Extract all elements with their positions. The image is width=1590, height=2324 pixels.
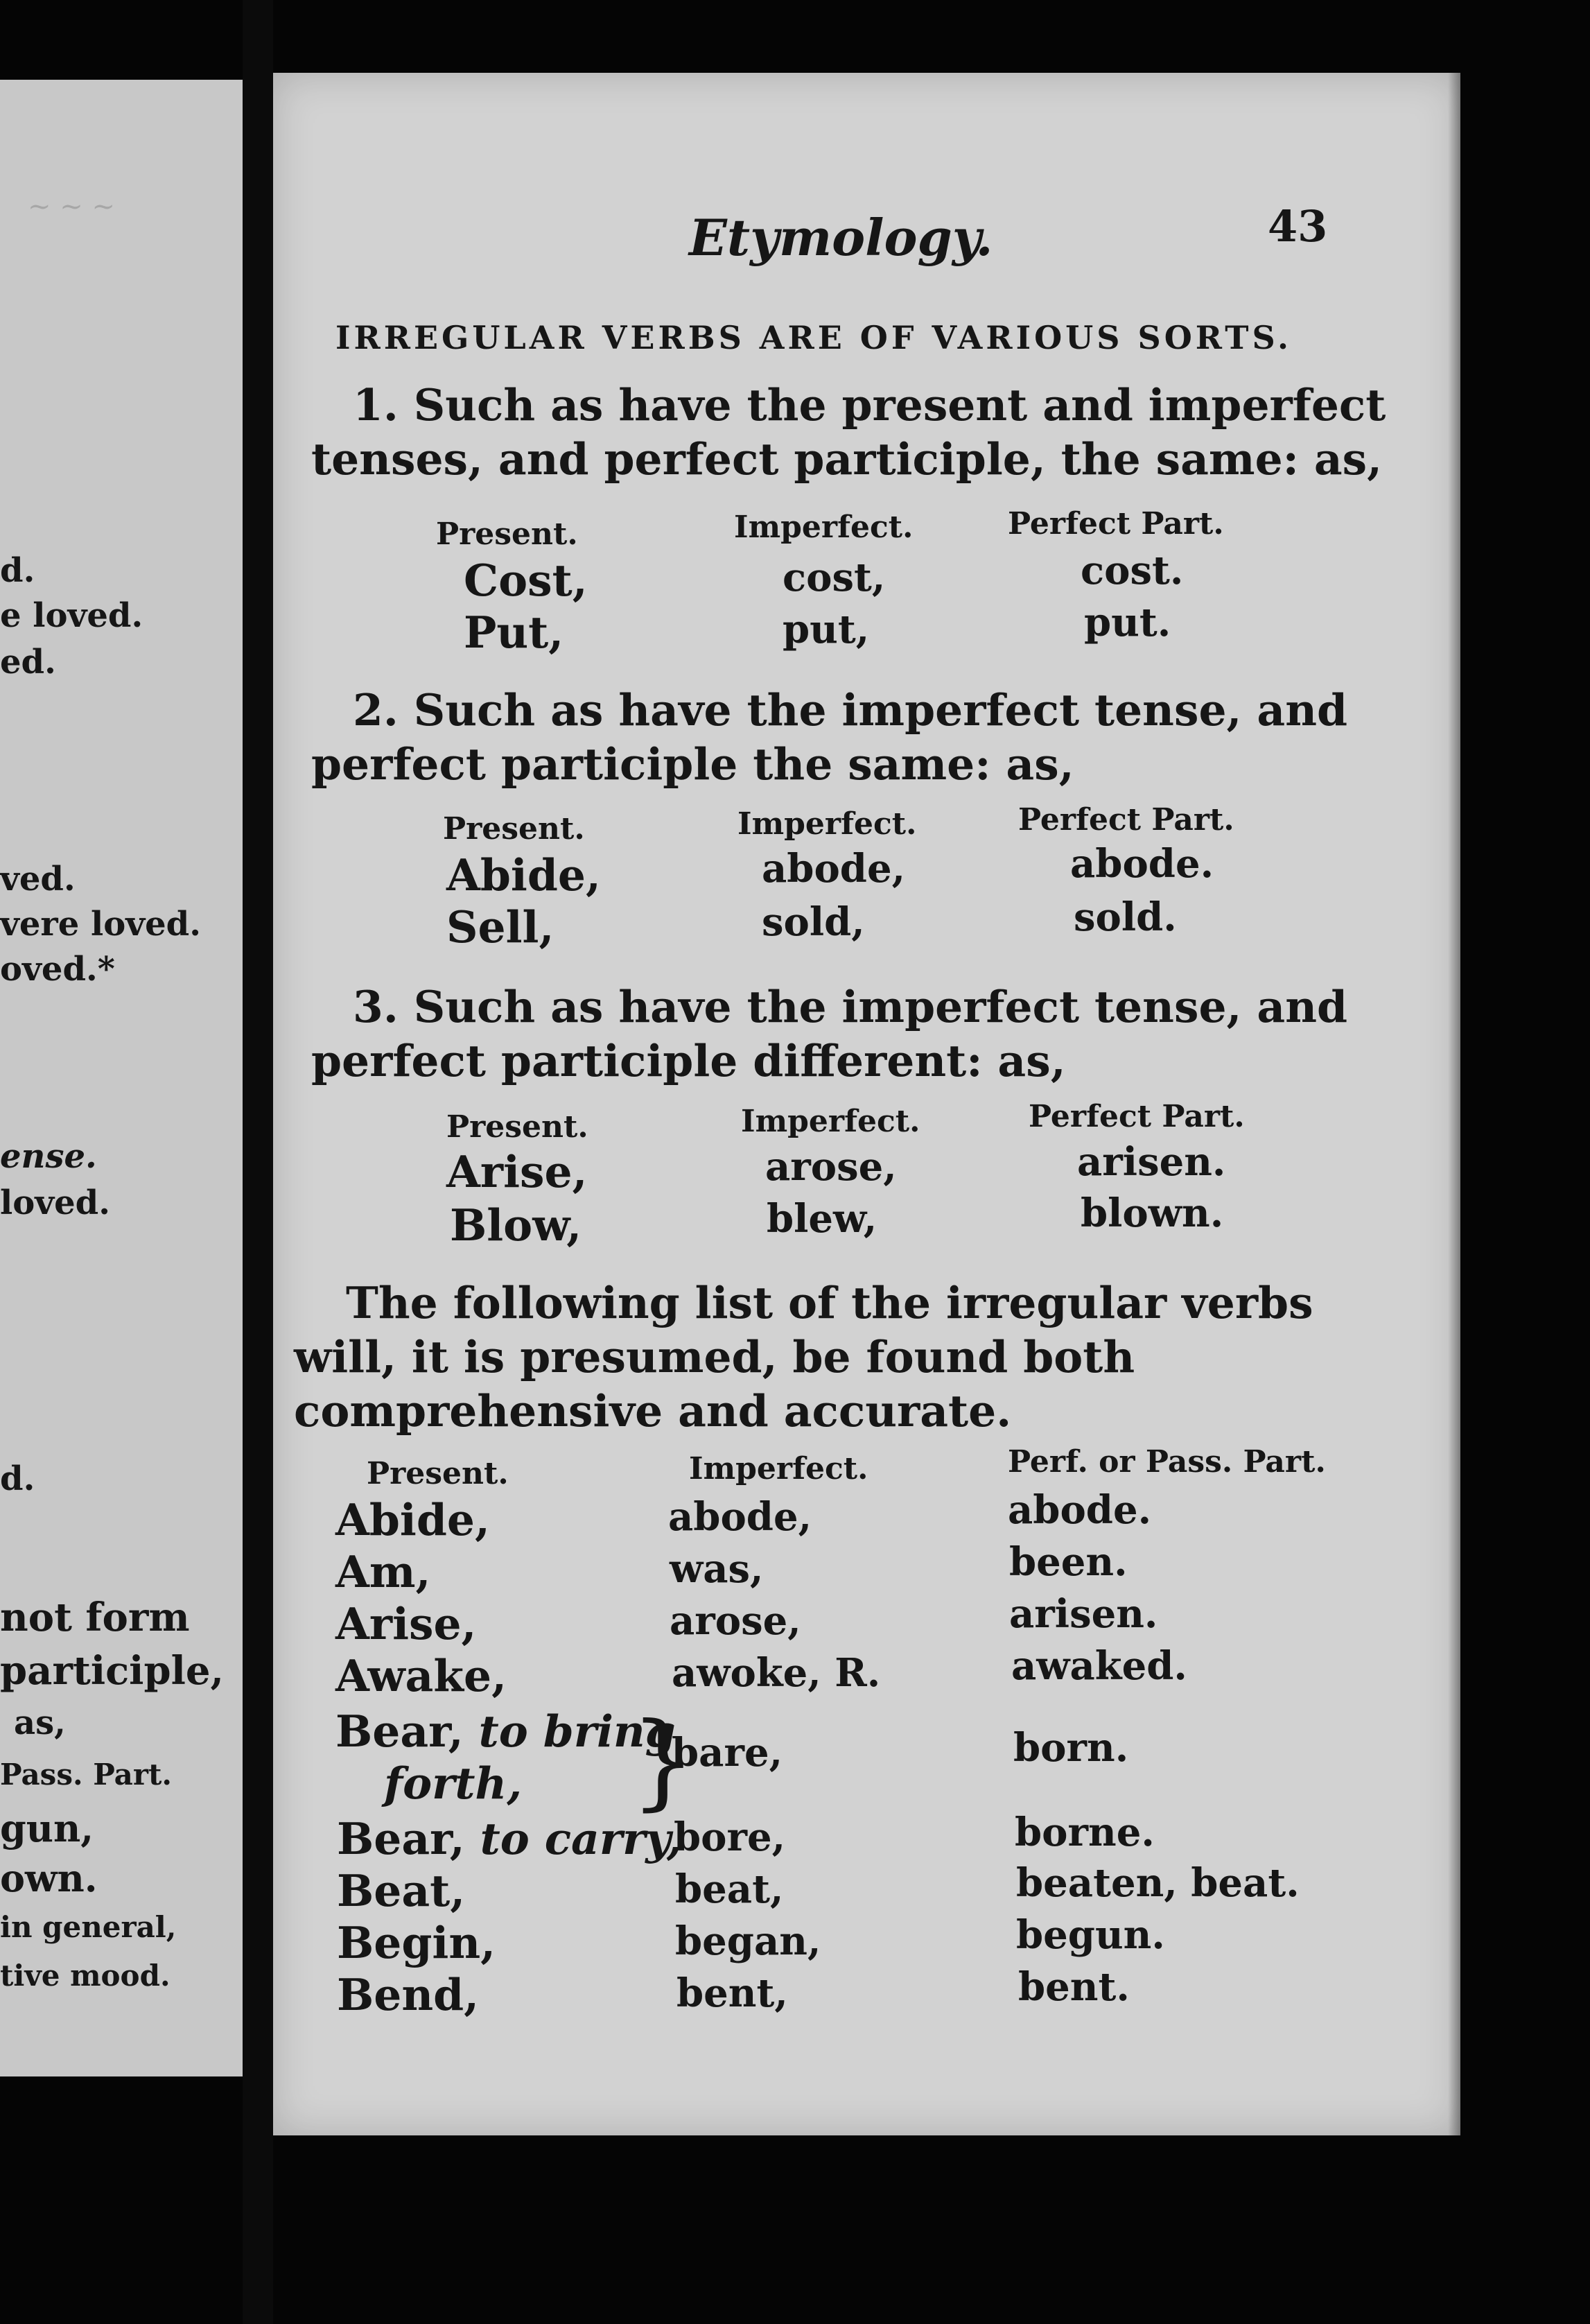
- right-page: [273, 73, 1460, 2135]
- page-edge-shadow: [1448, 73, 1460, 2135]
- list-header-imperfect: Imperfect.: [689, 1451, 868, 1486]
- verb-present: Put,: [464, 607, 564, 658]
- list-imperfect: awoke, R.: [672, 1650, 881, 1696]
- list-participle: beaten, beat.: [1016, 1860, 1300, 1906]
- list-imperfect: bare,: [672, 1730, 783, 1776]
- left-fragment: Pass. Part.: [0, 1758, 173, 1792]
- list-imperfect: began,: [675, 1918, 821, 1964]
- verb-imperfect: put,: [783, 607, 870, 652]
- left-fragment: vere loved.: [0, 905, 201, 944]
- group-2-text: 2. Such as have the imperfect tense, and perfect participle the same: as,: [311, 684, 1348, 790]
- verb-present: Abide,: [446, 849, 601, 901]
- left-fragment: gun,: [0, 1806, 94, 1850]
- list-participle: abode.: [1008, 1487, 1152, 1533]
- verb-participle: blown.: [1081, 1190, 1224, 1236]
- section-heading: IRREGULAR VERBS ARE OF VARIOUS SORTS.: [335, 319, 1293, 356]
- left-fragment: tive mood.: [0, 1959, 171, 1993]
- verb-base: Bear,: [337, 1813, 465, 1864]
- col-header-present: Present.: [436, 517, 578, 552]
- verb-participle: arisen.: [1077, 1139, 1226, 1185]
- col-header-perfect: Perfect Part.: [1029, 1099, 1245, 1134]
- col-header-present: Present.: [443, 811, 585, 847]
- verb-participle: sold.: [1074, 894, 1177, 940]
- verb-present: Cost,: [464, 555, 588, 606]
- list-participle: begun.: [1016, 1912, 1165, 1958]
- list-present: Abide,: [335, 1494, 490, 1545]
- left-fragment: d.: [0, 1459, 35, 1498]
- list-imperfect: beat,: [675, 1866, 784, 1912]
- col-header-imperfect: Imperfect.: [737, 806, 917, 842]
- list-present: [335, 1706, 676, 1757]
- left-fragment: own.: [0, 1856, 98, 1900]
- verb-imperfect: abode,: [762, 846, 906, 892]
- left-fragment: loved.: [0, 1183, 110, 1222]
- list-participle: borne.: [1015, 1810, 1155, 1855]
- list-imperfect: arose,: [670, 1598, 801, 1644]
- col-header-present: Present.: [446, 1109, 588, 1145]
- group-1-text: 1. Such as have the present and imperfect tenses, and perfect participle, the same: as,: [311, 379, 1386, 485]
- verb-participle: put.: [1084, 600, 1171, 645]
- list-imperfect: bent,: [676, 1970, 788, 2016]
- verb-present: Blow,: [450, 1199, 582, 1251]
- list-participle: awaked.: [1011, 1643, 1187, 1689]
- verb-present: Arise,: [446, 1146, 588, 1197]
- list-present: Arise,: [335, 1598, 477, 1649]
- list-present: Am,: [335, 1546, 431, 1597]
- left-fragment: not form: [0, 1595, 190, 1640]
- left-fragment: in general,: [0, 1910, 177, 1944]
- list-participle: arisen.: [1009, 1591, 1158, 1637]
- col-header-perfect: Perfect Part.: [1018, 802, 1234, 838]
- verb-gloss: to bring: [478, 1706, 676, 1757]
- list-imperfect: bore,: [674, 1814, 786, 1860]
- left-fragment: participle,: [0, 1648, 225, 1694]
- list-present: Awake,: [335, 1650, 507, 1701]
- left-page-fragment: [0, 80, 247, 2076]
- left-fragment: e loved.: [0, 596, 143, 635]
- list-participle: born.: [1013, 1725, 1129, 1771]
- left-fragment: ved.: [0, 860, 76, 899]
- verb-gloss: to carry,: [480, 1813, 682, 1864]
- verb-imperfect: cost,: [783, 555, 886, 600]
- list-present: Beat,: [337, 1865, 466, 1916]
- bleed-through-text: ~ ~ ~: [28, 191, 115, 223]
- left-fragment: d.: [0, 551, 35, 590]
- list-intro: The following list of the irregular verbs will, it is presumed, be found both comprehensive and accurate.: [294, 1277, 1313, 1437]
- col-header-perfect: Perfect Part.: [1008, 506, 1224, 541]
- group-3-text: 3. Such as have the imperfect tense, and perfect participle different: as,: [311, 981, 1348, 1086]
- list-header-present: Present.: [367, 1456, 509, 1491]
- verb-imperfect: blew,: [767, 1196, 877, 1242]
- list-participle: bent.: [1018, 1964, 1130, 2010]
- verb-participle: abode.: [1070, 841, 1214, 887]
- grouping-brace: }: [630, 1701, 697, 1821]
- page-number: 43: [1268, 201, 1328, 252]
- verb-imperfect: arose,: [765, 1144, 897, 1190]
- running-head: Etymology.: [689, 208, 993, 267]
- col-header-imperfect: Imperfect.: [734, 510, 914, 545]
- book-gutter: [243, 0, 273, 2324]
- list-present: Begin,: [337, 1917, 496, 1968]
- left-fragment: ense.: [0, 1137, 97, 1176]
- col-header-imperfect: Imperfect.: [741, 1104, 920, 1139]
- verb-imperfect: sold,: [762, 899, 865, 945]
- verb-base: Bear,: [335, 1706, 464, 1757]
- list-header-participle: Perf. or Pass. Part.: [1008, 1444, 1326, 1480]
- verb-gloss-continued: forth,: [384, 1758, 523, 1809]
- left-fragment: as,: [14, 1703, 66, 1742]
- left-fragment: oved.*: [0, 950, 115, 989]
- list-present: [337, 1813, 682, 1864]
- left-fragment: ed.: [0, 643, 56, 682]
- list-participle: been.: [1009, 1539, 1128, 1585]
- list-imperfect: was,: [670, 1546, 764, 1592]
- verb-participle: cost.: [1081, 548, 1184, 593]
- list-present: Bend,: [337, 1969, 480, 2020]
- verb-present: Sell,: [446, 901, 554, 953]
- list-imperfect: abode,: [668, 1494, 812, 1540]
